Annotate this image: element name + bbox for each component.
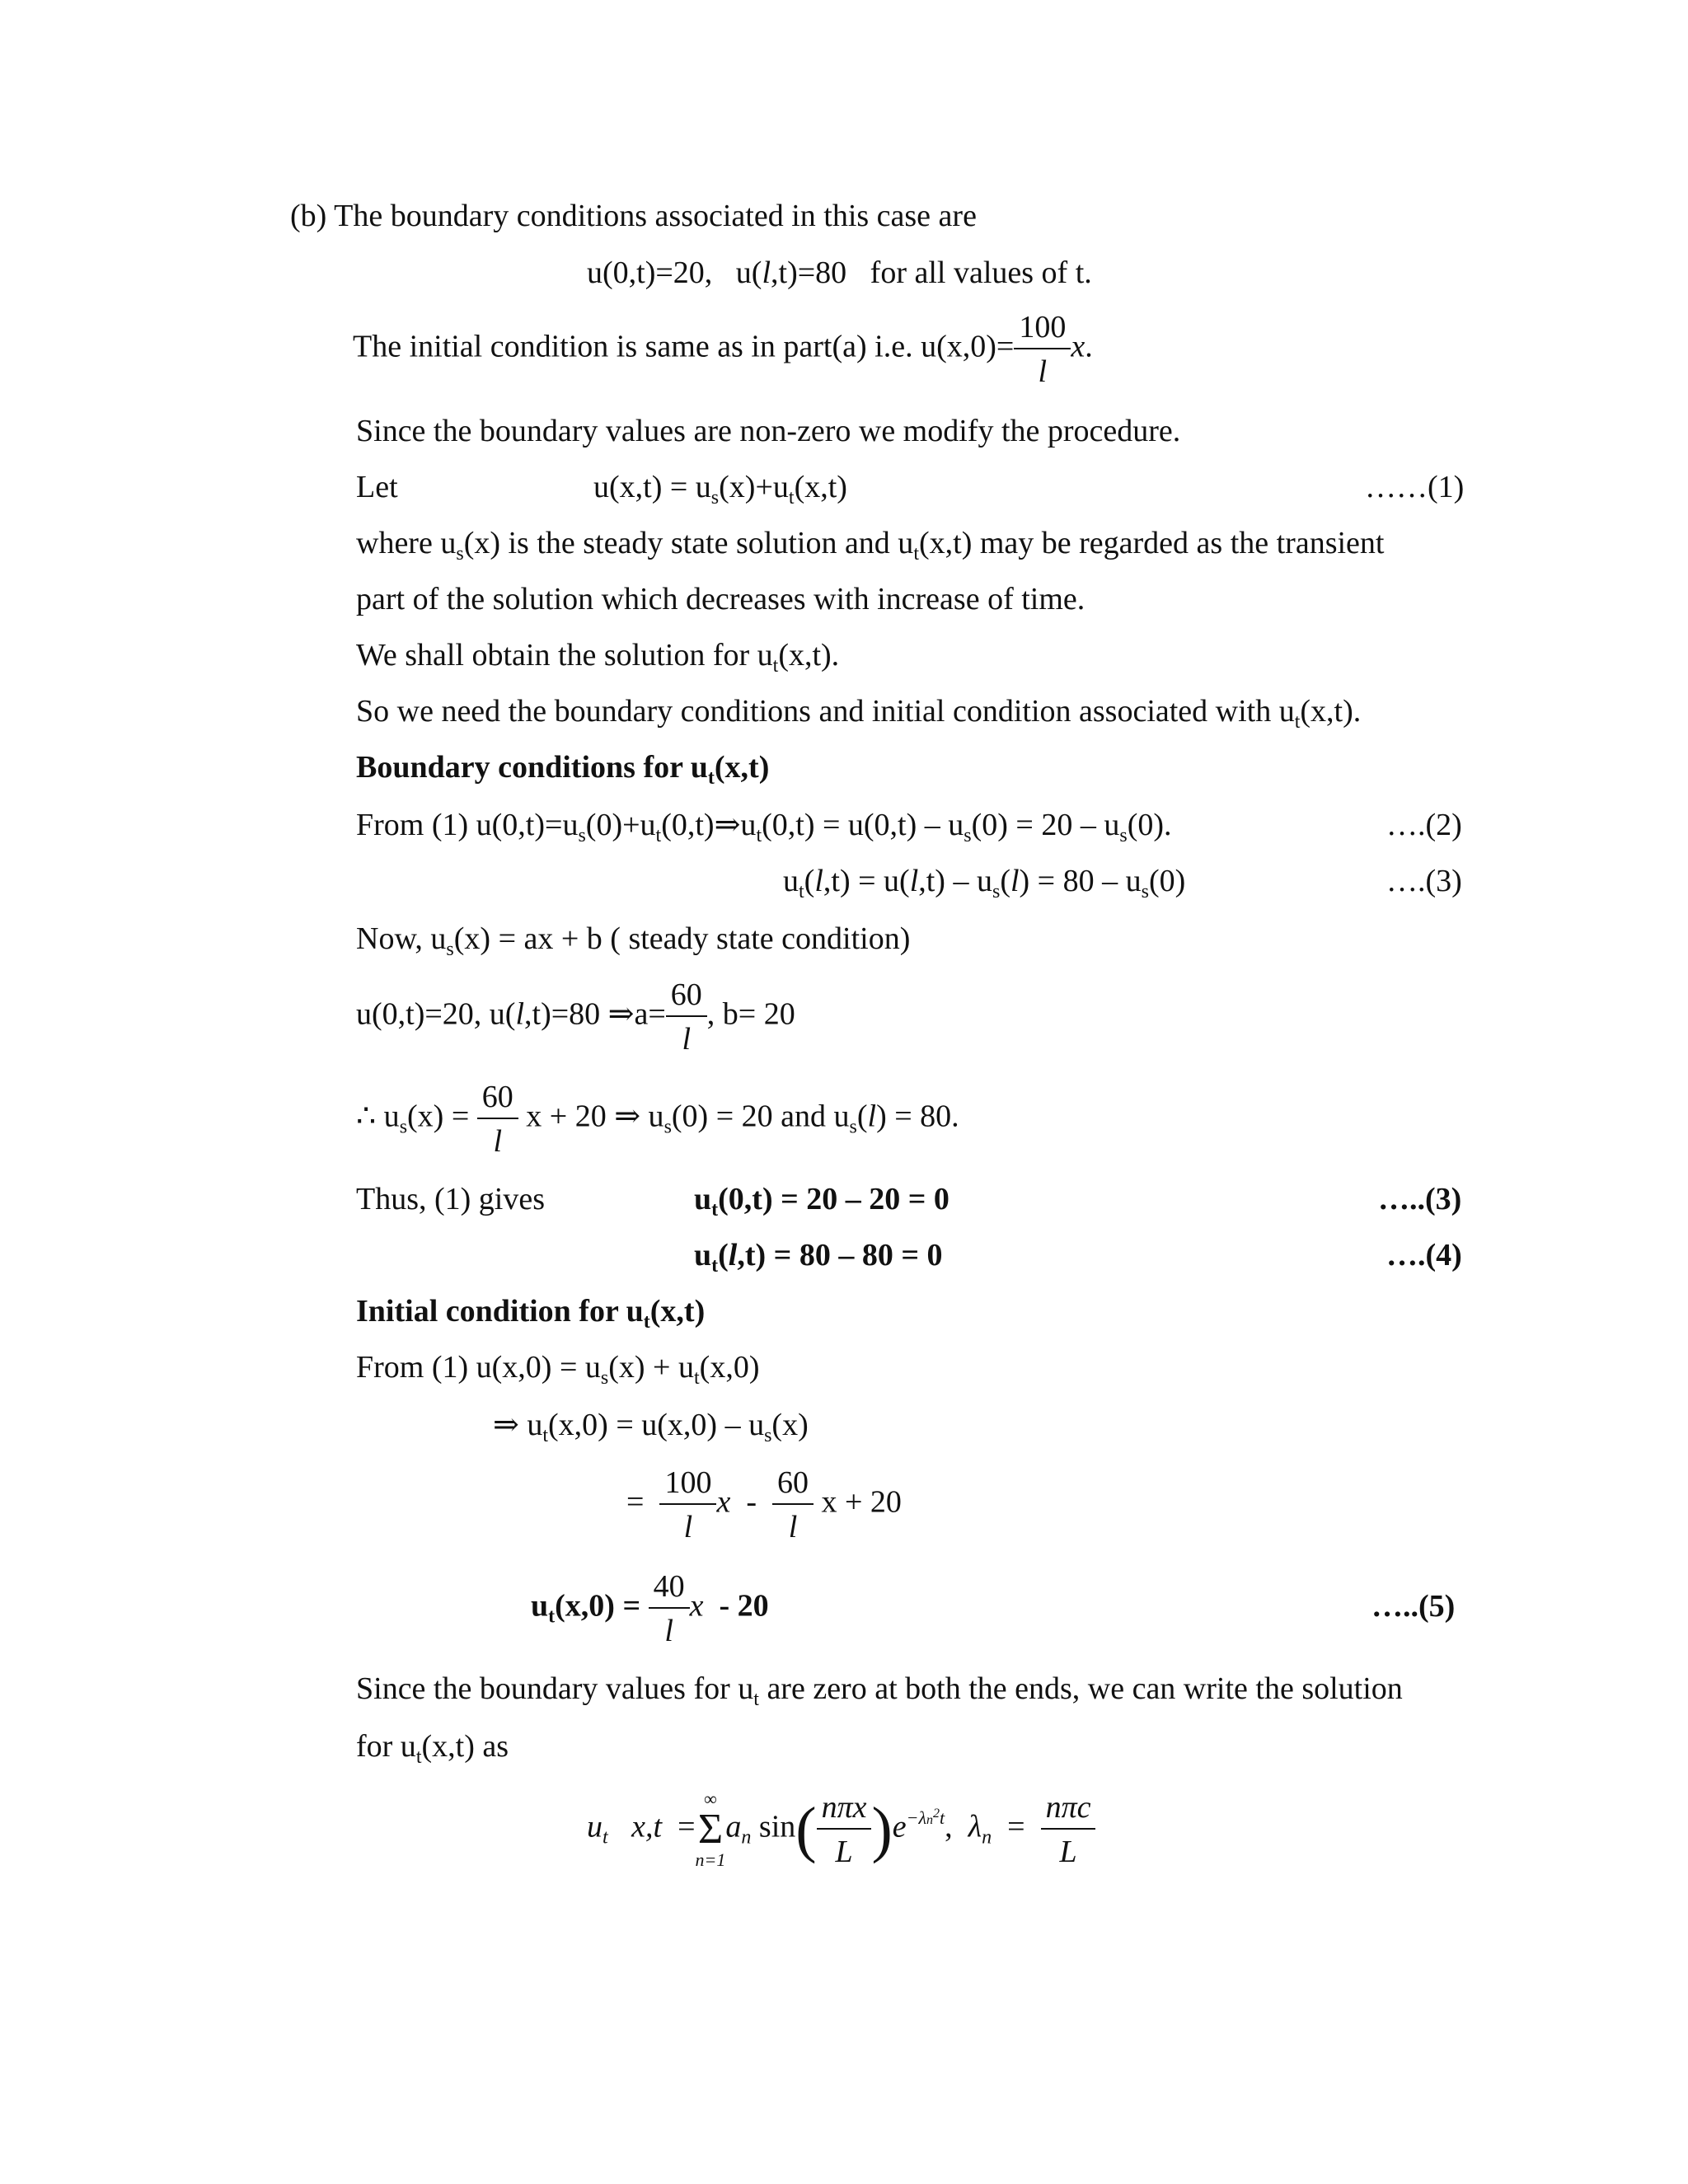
var-l: l [867, 1099, 877, 1134]
boundary-eq-3-line [783, 864, 1186, 902]
var-l: l [728, 1238, 738, 1272]
fraction-npix-L [817, 1792, 872, 1868]
from1ic-b: (x) + u [608, 1350, 694, 1385]
frac-num: 60 [477, 1081, 518, 1119]
sub-s: s [710, 487, 720, 509]
equation-ref-2: ….(2) [1386, 808, 1462, 842]
now-a: Now, u [356, 921, 447, 956]
equals: = [1007, 1809, 1025, 1844]
sin: sin [758, 1809, 796, 1844]
equation-ref-5: …..(5) [1372, 1589, 1456, 1624]
var-l: l [909, 864, 919, 898]
from1-c: (0,t)⇒u [661, 808, 757, 842]
ab-a: u(0,t)=20, u( [356, 996, 516, 1032]
let-eq-c: (x,t) [794, 470, 847, 504]
sub-n: n [741, 1826, 752, 1849]
lambda: λ [968, 1809, 982, 1844]
sub-t: t [788, 487, 795, 509]
fraction-100-l [659, 1467, 716, 1543]
fraction-60-l [666, 979, 707, 1055]
sub-t: t [603, 1826, 608, 1849]
sub-s: s [399, 1116, 408, 1138]
eq5-c: - 20 [719, 1588, 769, 1624]
need-b: (x,t). [1300, 694, 1362, 729]
var-x: x [1071, 329, 1085, 364]
a-b-solution-line [356, 979, 795, 1055]
sum-upper: ∞ [704, 1788, 717, 1809]
frac-num: nπc [1041, 1792, 1096, 1830]
sub-t: t [655, 825, 662, 846]
since-nonzero-line: Since the boundary values are non-zero we modify the procedure. [356, 414, 1181, 448]
sub-t: t [707, 767, 715, 789]
sum-lower: n=1 [695, 1849, 726, 1870]
since-zero-line [356, 1671, 1403, 1710]
frac-den: L [835, 1835, 853, 1869]
sub-t: t [548, 1605, 556, 1628]
eq3-g: (0) [1148, 864, 1186, 898]
thus2-c: ,t) = 80 – 80 = 0 [737, 1238, 943, 1272]
equation-ref-4: ….(4) [1386, 1238, 1462, 1272]
thus-label: Thus, (1) gives [356, 1182, 546, 1216]
for-line [356, 1729, 509, 1768]
expand-c: x + 20 [821, 1484, 902, 1520]
obtain-a: We shall obtain the solution for u [356, 638, 773, 673]
where-line [356, 526, 1385, 565]
from-1-initial-line [356, 1350, 760, 1389]
from1-a: From (1) u(0,t)=u [356, 808, 579, 842]
frac-num: 60 [666, 979, 707, 1017]
sub-t: t [415, 1746, 422, 1768]
bc-right-l: l [762, 255, 771, 290]
eq5-b: (x,0) = [555, 1588, 641, 1624]
var-l: l [515, 996, 525, 1032]
sub-s: s [456, 543, 464, 565]
us-e: ( [856, 1099, 868, 1134]
frac-num: nπx [817, 1792, 872, 1830]
sum-symbol: Σ [697, 1806, 724, 1853]
frac-num: 60 [772, 1467, 814, 1505]
sub-s: s [600, 1367, 609, 1389]
fraction-60-l [772, 1467, 814, 1543]
implies-line [493, 1408, 809, 1446]
from-1-boundary-line [356, 808, 1172, 846]
eq3-e: ( [1000, 864, 1010, 898]
frac-den: l [493, 1124, 503, 1159]
fraction-40-l [649, 1571, 690, 1647]
sub-s: s [446, 939, 454, 960]
sub-s: s [992, 881, 1001, 902]
part-of-solution-line: part of the solution which decreases with increase of time. [356, 582, 1085, 616]
where-a: where u [356, 526, 457, 560]
frac-den: l [788, 1510, 798, 1544]
var-e: e [892, 1809, 907, 1844]
sub-t: t [542, 1425, 549, 1446]
us-d: (0) = 20 and u [671, 1099, 850, 1134]
us-f: ) = 80. [876, 1099, 959, 1134]
bc-rest: for all values of t. [870, 255, 1092, 290]
expanded-initial-eq [626, 1467, 902, 1543]
sub-s: s [764, 1425, 772, 1446]
sub-t: t [772, 655, 779, 677]
sub-s: s [964, 825, 972, 846]
eq3-f: ) = 80 – u [1019, 864, 1142, 898]
initial-condition-line [353, 312, 1093, 387]
fraction-100-l [1014, 312, 1071, 387]
bc-left: u(0,t)=20, [587, 255, 713, 290]
need-line [356, 694, 1362, 733]
sub-t: t [643, 1311, 650, 1333]
series-args: x,t [631, 1809, 663, 1844]
sub-t: t [694, 1367, 700, 1389]
since-zero-a: Since the boundary values for u [356, 1671, 754, 1706]
frac-den: l [682, 1022, 692, 1057]
frac-den: L [1059, 1835, 1077, 1869]
implies-c: (x) [771, 1408, 809, 1442]
bc-heading-a: Boundary conditions for u [356, 750, 708, 785]
var-l: l [1010, 864, 1020, 898]
eq3-c: ,t) = u( [823, 864, 910, 898]
equation-ref-3a: ….(3) [1386, 864, 1462, 898]
var-x: x [716, 1484, 731, 1520]
transient-initial-eq [531, 1571, 769, 1647]
let-equation [593, 470, 847, 509]
period: . [1085, 329, 1093, 364]
thus2-b: ( [718, 1238, 729, 1272]
ab-c: , b= 20 [706, 996, 795, 1032]
frac-den: l [664, 1614, 673, 1648]
eq3-b: ( [804, 864, 815, 898]
exp-n: n [926, 1812, 934, 1827]
exp-lambda: −λ [906, 1807, 927, 1828]
sub-s: s [663, 1116, 672, 1138]
where-c: (x,t) may be regarded as the transient [918, 526, 1385, 560]
us-c: x + 20 ⇒ u [526, 1099, 664, 1134]
sub-t: t [799, 881, 804, 902]
initial-text: The initial condition is same as in part(a) i.e. u(x,0)= [353, 329, 1015, 364]
summation-icon [696, 1790, 726, 1869]
exp-2: 2 [933, 1806, 940, 1821]
frac-den: l [683, 1510, 693, 1544]
sub-t: t [753, 1689, 759, 1710]
sub-s: s [849, 1116, 857, 1138]
fraction-npic-L [1041, 1792, 1096, 1868]
thus-b: (0,t) = 20 – 20 = 0 [718, 1182, 950, 1216]
boundary-conditions-heading [356, 750, 770, 789]
sub-t: t [756, 825, 762, 846]
part-b-heading: (b) The boundary conditions associated in this case are [290, 199, 977, 233]
initial-condition-heading [356, 1294, 706, 1333]
sub-s: s [1141, 881, 1149, 902]
frac-num: 40 [649, 1571, 690, 1609]
sub-t: t [1294, 711, 1301, 733]
from1ic-a: From (1) u(x,0) = u [356, 1350, 601, 1385]
equals: = [626, 1484, 645, 1520]
for-a: for u [356, 1729, 416, 1764]
eq3-d: ,t) – u [918, 864, 992, 898]
bc-right-b: ,t)=80 [771, 255, 847, 290]
obtain-b: (x,t). [778, 638, 840, 673]
minus: - [746, 1484, 757, 1520]
frac-den: l [1038, 354, 1048, 389]
thus2-a: u [694, 1238, 712, 1272]
exponent [907, 1807, 945, 1828]
transient-boundary-eq-1 [694, 1182, 950, 1221]
boundary-condition-line [587, 257, 1092, 288]
ab-b: ,t)=80 ⇒a= [524, 996, 666, 1032]
comma: , [945, 1809, 953, 1844]
left-paren-icon: ( [795, 1795, 817, 1864]
right-paren-icon: ) [871, 1795, 893, 1864]
coef-a: a [725, 1809, 742, 1844]
sub-s: s [1119, 825, 1128, 846]
let-eq-a: u(x,t) = u [593, 470, 711, 504]
frac-num: 100 [659, 1467, 716, 1505]
var-l: l [814, 864, 823, 898]
where-b: (x) is the steady state solution and u [463, 526, 914, 560]
need-a: So we need the boundary conditions and initial condition associated with u [356, 694, 1295, 729]
series-solution-eq [587, 1790, 1095, 1869]
equation-ref-1: ……(1) [1365, 470, 1465, 504]
ic-heading-a: Initial condition for u [356, 1294, 644, 1329]
let-label: Let [356, 470, 398, 504]
var-u: u [587, 1809, 603, 1844]
from1-d: (0,t) = u(0,t) – u [762, 808, 964, 842]
now-b: (x) = ax + b ( steady state condition) [453, 921, 911, 956]
bc-right-a: u( [735, 255, 762, 290]
from1ic-c: (x,0) [699, 1350, 760, 1385]
ic-heading-b: (x,t) [649, 1294, 706, 1329]
for-b: (x,t) as [421, 1729, 509, 1764]
now-line [356, 921, 911, 960]
sub-t: t [711, 1255, 719, 1277]
frac-num: 100 [1014, 312, 1071, 349]
bc-heading-b: (x,t) [714, 750, 770, 785]
transient-boundary-eq-2 [694, 1238, 943, 1277]
let-eq-b: (x)+u [719, 470, 789, 504]
sub-t: t [711, 1199, 719, 1221]
equals: = [678, 1809, 696, 1844]
since-zero-b: are zero at both the ends, we can write the solution [767, 1671, 1403, 1706]
us-b: (x) = [407, 1099, 470, 1134]
us-a: ∴ u [356, 1099, 400, 1134]
implies-a: ⇒ u [493, 1408, 543, 1442]
equation-ref-3b: …..(3) [1378, 1182, 1462, 1216]
thus-a: u [694, 1182, 712, 1216]
from1-e: (0) = 20 – u [971, 808, 1120, 842]
eq3-a: u [783, 864, 799, 898]
from1-b: (0)+u [585, 808, 656, 842]
exp-t: t [940, 1807, 945, 1828]
sub-s: s [578, 825, 586, 846]
steady-state-solution-line [356, 1081, 959, 1157]
fraction-60-l [477, 1081, 518, 1157]
var-x: x [689, 1588, 704, 1624]
sub-n: n [982, 1826, 992, 1849]
eq5-a: u [531, 1588, 549, 1624]
sub-t: t [913, 543, 919, 565]
implies-b: (x,0) = u(x,0) – u [548, 1408, 765, 1442]
obtain-line [356, 638, 840, 677]
from1-f: (0). [1127, 808, 1172, 842]
